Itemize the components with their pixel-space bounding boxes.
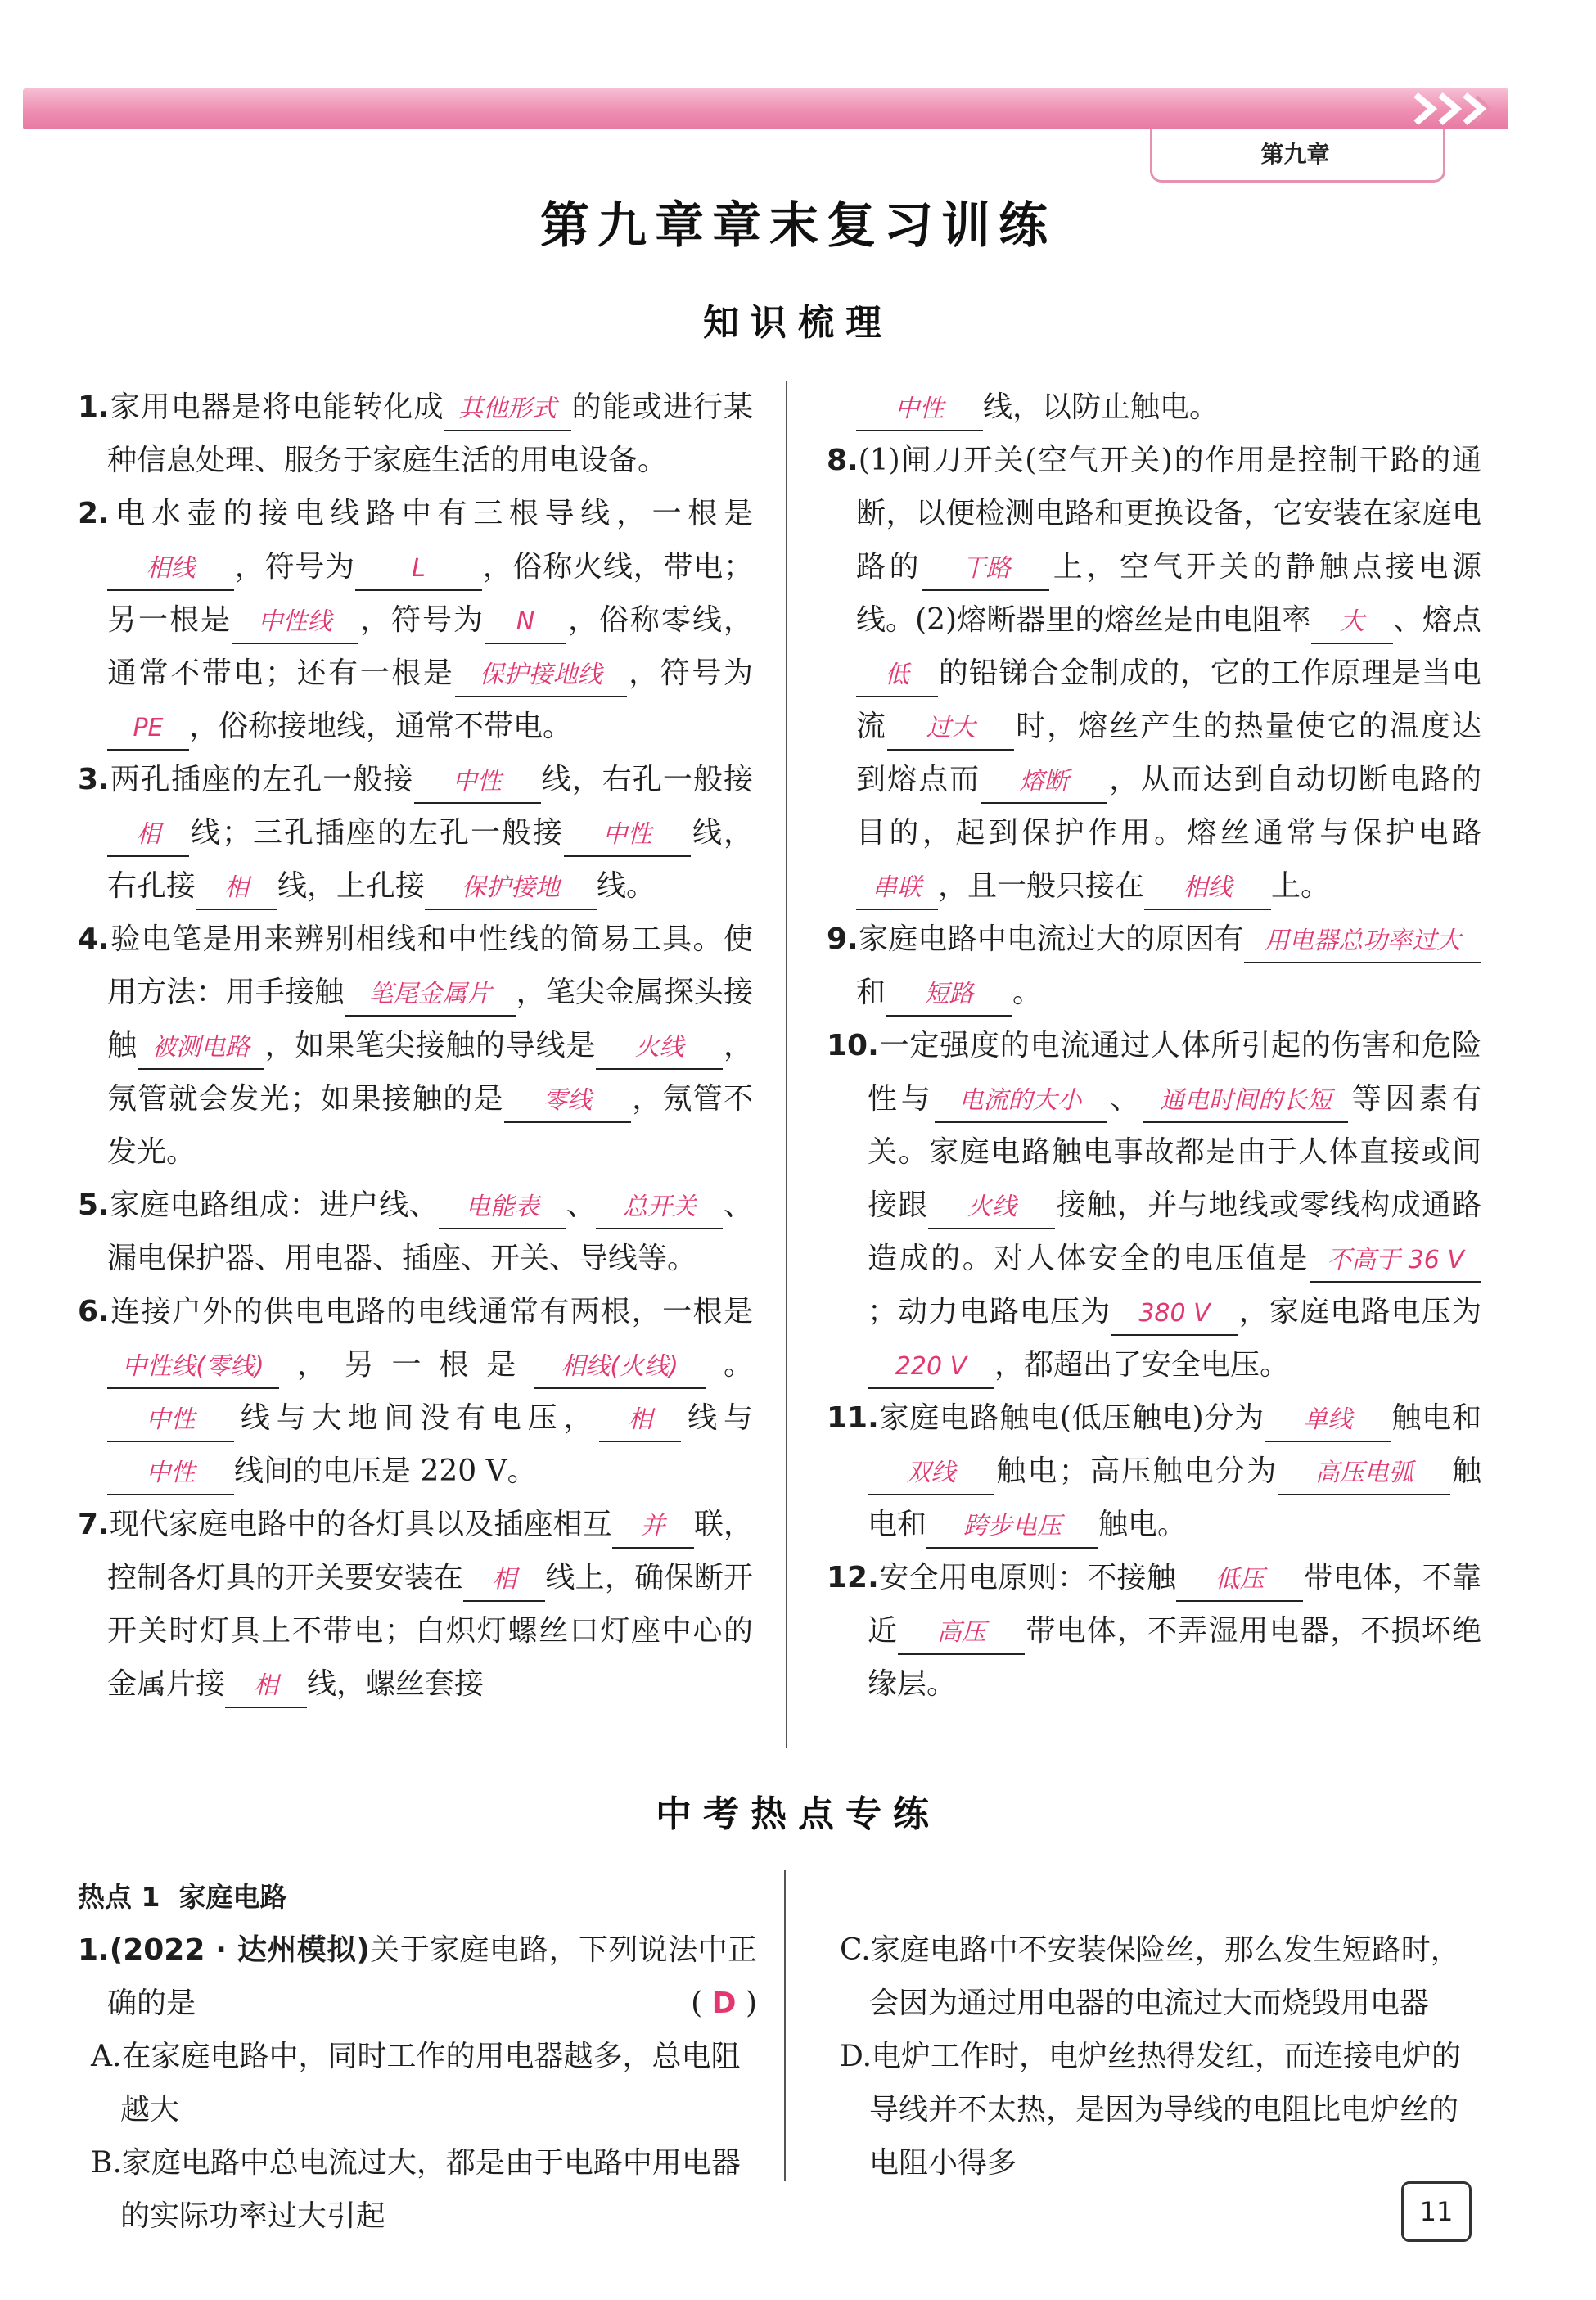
- answer-blank[interactable]: 过大: [887, 708, 1014, 751]
- chapter-tab-label: 第九章: [1260, 141, 1330, 168]
- answer-blank[interactable]: PE: [107, 708, 189, 751]
- answer-blank[interactable]: 相线: [1144, 868, 1271, 910]
- answer-blank[interactable]: 中性: [107, 1400, 234, 1442]
- answer-blank[interactable]: 相: [196, 868, 277, 910]
- answer-blank[interactable]: 低压: [1176, 1559, 1303, 1602]
- answer-blank[interactable]: 干路: [922, 548, 1049, 591]
- hot-topic-right-column: [827, 1923, 1481, 2190]
- answer-blank[interactable]: L: [355, 548, 482, 591]
- answer-blank[interactable]: 相: [599, 1400, 681, 1442]
- answer-blank[interactable]: 用电器总功率过大: [1244, 921, 1481, 963]
- answer-blank[interactable]: 相线: [107, 548, 234, 591]
- hot-topic-heading: 热点 1 家庭电路: [78, 1881, 287, 1913]
- answer-blank[interactable]: 保护接地: [425, 868, 597, 910]
- question-4: 4.验电笔是用来辨别相线和中性线的简易工具。使用方法：用手接触 笔尾金属片 ，笔尖金属探头接触 被测电路 ，如果笔尖接触的导线是 火线 ，氖管就会发光；如果接触的是 零线 ，氖管不发光。: [78, 922, 753, 1169]
- answer-blank[interactable]: 中性: [107, 1453, 234, 1495]
- question-2: 2.电水壶的接电线路中有三根导线，一根是相线 ，符号为 L ，俗称火线，带电；另一根是 中性线 ，符号为 N ，俗称零线，通常不带电；还有一根是 保护接地线 ，符号为PE ，俗称接地线，通常不带电。: [78, 487, 753, 753]
- section-heading: 知识梳理: [703, 302, 893, 344]
- column-divider: [786, 381, 787, 1748]
- answer-blank[interactable]: 高压电弧: [1278, 1453, 1450, 1495]
- question-11: 11.家庭电路触电(低压触电)分为 单线 触电和双线 触电；高压触电分为 高压电弧 触电和 跨步电压 触电。: [827, 1391, 1481, 1551]
- answer-blank[interactable]: 220 V: [868, 1346, 994, 1389]
- answer-blank[interactable]: 并: [612, 1506, 694, 1549]
- answer-blank[interactable]: 火线: [928, 1187, 1055, 1229]
- question-10: 10.一定强度的电流通过人体所引起的伤害和危险性与 电流的大小 、 通电时间的长短 等因素有关。家庭电路触电事故都是由于人体直接或间接跟 火线 接触，并与地线或零线构成通路造成的。对人体安全的电压值是 不高于 36 V；动力电路电压为 380 V ，家庭电路电压为220 V ，都超出了安全电压。: [827, 1019, 1481, 1391]
- question-6: 6.连接户外的供电电路的电线通常有两根，一根是中性线(零线) ，另一根是 相线(火线) 。中性 线与大地间没有电压， 相 线与中性 线间的电压是 220 V。: [78, 1285, 753, 1498]
- answer-blank[interactable]: 中性线: [232, 602, 358, 644]
- answer-blank[interactable]: 通电时间的长短: [1143, 1080, 1348, 1123]
- mc-question-1: 1.(2022 · 达州模拟)关于家庭电路，下列说法中正确的是 ( D ): [78, 1933, 757, 2020]
- answer-blank[interactable]: 单线: [1265, 1400, 1391, 1442]
- option-b: B.家庭电路中总电流过大，都是由于电路中用电器的实际功率过大引起: [91, 2146, 741, 2233]
- option-a: A.在家庭电路中，同时工作的用电器越多，总电阻越大: [91, 2040, 741, 2126]
- question-9: 9.家庭电路中电流过大的原因有 用电器总功率过大和 短路 。: [827, 913, 1481, 1019]
- right-column: [827, 381, 1481, 1711]
- chevron-arrows-icon: [1409, 85, 1499, 133]
- answer-blank[interactable]: 电能表: [439, 1187, 566, 1229]
- answer-blank[interactable]: 被测电路: [138, 1027, 264, 1070]
- page-number: 11: [1401, 2181, 1472, 2242]
- option-d: D.电炉工作时，电炉丝热得发红，而连接电炉的导线并不太热，是因为导线的电阻比电炉丝的电阻小得多: [840, 2040, 1462, 2180]
- answer-blank[interactable]: 零线: [504, 1080, 631, 1123]
- question-8: 8.(1)闸刀开关(空气开关)的作用是控制干路的通断，以便检测电路和更换设备，它安装在家庭电路的 干路 上，空气开关的静触点接电源线。(2)熔断器里的熔丝是由电阻率 大 、熔点低 的铅锑合金制成的，它的工作原理是当电流 过大 时，熔丝产生的热量使它的温度达到熔点而 熔断 ，从而达到自动切断电路的目的，起到保护作用。熔丝通常与保护电路串联 ，且一般只接在 相线 上。: [827, 434, 1481, 913]
- answer-blank[interactable]: 其他形式: [444, 389, 571, 431]
- answer-blank[interactable]: 总开关: [596, 1187, 723, 1229]
- answer-blank[interactable]: 大: [1311, 602, 1393, 644]
- answer-blank[interactable]: 中性: [564, 814, 691, 857]
- section-heading: 中考热点专练: [656, 1793, 940, 1835]
- question-7: 7.现代家庭电路中的各灯具以及插座相互 并 联，控制各灯具的开关要安装在 相 线上，确保断开开关时灯具上不带电；白炽灯螺丝口灯座中心的金属片接 相 线，螺丝套接: [78, 1498, 753, 1711]
- question-12: 12.安全用电原则：不接触 低压 带电体，不靠近 高压 带电体，不弄湿用电器，不损坏绝缘层。: [827, 1561, 1481, 1701]
- question-7-continued: 中性 线，以防止触电。: [827, 381, 1481, 434]
- answer-blank[interactable]: 中性: [414, 761, 541, 804]
- header-banner: [23, 88, 1508, 129]
- answer-choice: D: [711, 1987, 737, 2020]
- answer-blank[interactable]: 相线(火线): [534, 1346, 706, 1389]
- option-c: C.家庭电路中不安装保险丝，那么发生短路时，会因为通过用电器的电流过大而烧毁用电器: [840, 1933, 1460, 2020]
- question-5: 5.家庭电路组成：进户线、 电能表 、 总开关 、漏电保护器、用电器、插座、开关、导线等。: [78, 1188, 753, 1275]
- answer-blank[interactable]: 双线: [868, 1453, 994, 1495]
- answer-blank[interactable]: 中性线(零线): [107, 1346, 279, 1389]
- answer-blank[interactable]: 熔断: [981, 761, 1107, 804]
- answer-blank[interactable]: 不高于 36 V: [1310, 1240, 1481, 1283]
- answer-blank[interactable]: 相: [225, 1666, 307, 1708]
- page-title: 第九章章末复习训练: [540, 197, 1056, 255]
- answer-blank[interactable]: 380 V: [1111, 1293, 1238, 1336]
- answer-blank[interactable]: 高压: [898, 1612, 1025, 1655]
- left-column: [78, 381, 753, 1711]
- answer-blank[interactable]: 保护接地线: [455, 655, 627, 697]
- answer-blank[interactable]: N: [485, 602, 566, 644]
- answer-blank[interactable]: 中性: [856, 389, 983, 431]
- answer-blank[interactable]: 火线: [596, 1027, 723, 1070]
- hot-topic-left-column: [78, 1870, 757, 2243]
- answer-blank[interactable]: 低: [856, 655, 938, 697]
- answer-blank[interactable]: 相: [107, 814, 189, 857]
- answer-blank[interactable]: 跨步电压: [926, 1506, 1098, 1549]
- answer-blank[interactable]: 电流的大小: [935, 1080, 1107, 1123]
- question-3: 3.两孔插座的左孔一般接 中性 线，右孔一般接相 线；三孔插座的左孔一般接 中性 线，右孔接 相 线，上孔接 保护接地 线。: [78, 753, 753, 913]
- answer-blank[interactable]: 相: [463, 1559, 545, 1602]
- answer-blank[interactable]: 串联: [856, 868, 938, 910]
- answer-blank[interactable]: 短路: [886, 974, 1012, 1017]
- question-1: 1.家用电器是将电能转化成 其他形式 的能或进行某种信息处理、服务于家庭生活的用电设备。: [78, 390, 753, 477]
- column-divider: [784, 1870, 786, 2181]
- answer-blank[interactable]: 笔尾金属片: [345, 974, 516, 1017]
